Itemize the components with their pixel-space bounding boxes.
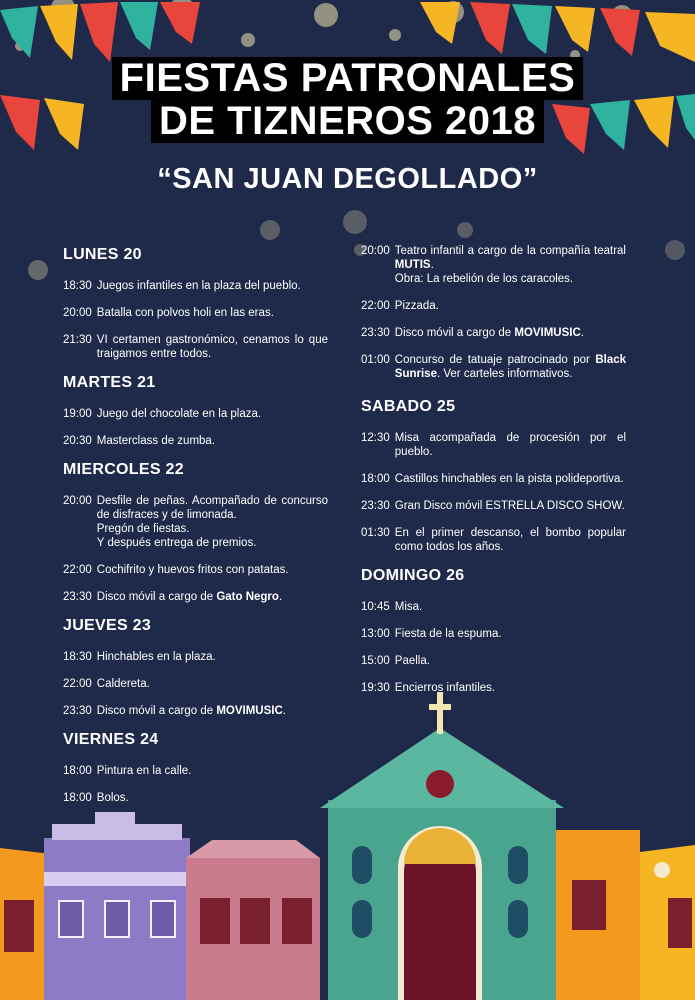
day-heading: MIERCOLES 22 [63, 461, 184, 478]
schedule-event [361, 654, 626, 668]
day-heading: MARTES 21 [63, 374, 156, 391]
event-time: 18:30 [63, 651, 92, 663]
event-highlight: Gato Negro [216, 591, 279, 603]
schedule-event [63, 434, 328, 448]
schedule-event [63, 677, 328, 691]
schedule-event [63, 791, 328, 805]
event-time: 19:30 [361, 682, 390, 694]
event-description: Teatro infantil a cargo de la compañía teatral MUTIS. Obra: La rebelión de los caracoles. [394, 245, 626, 285]
schedule-event [361, 627, 626, 641]
event-description: Castillos hinchables en la pista polideportiva. [394, 473, 624, 485]
event-description: Gran Disco móvil ESTRELLA DISCO SHOW. [394, 500, 625, 512]
event-description: En el primer descanso, el bombo popular como todos los años. [394, 527, 626, 553]
event-description: Hinchables en la plaza. [96, 651, 216, 663]
schedule-event [361, 299, 626, 313]
event-description: Juego del chocolate en la plaza. [96, 408, 262, 420]
event-description: Fiesta de la espuma. [394, 628, 502, 640]
event-highlight: MUTIS [394, 259, 431, 271]
event-time: 23:30 [63, 705, 92, 717]
event-description: VI certamen gastronómico, cenamos lo que traigamos entre todos. [96, 334, 328, 360]
schedule-event [361, 472, 626, 486]
event-description: Bolos. [96, 792, 129, 804]
schedule-event [63, 764, 328, 778]
schedule-event [361, 244, 626, 286]
schedule-event [63, 333, 328, 361]
schedule-event [63, 279, 328, 293]
day-heading: LUNES 20 [63, 246, 142, 263]
event-time: 23:30 [361, 500, 390, 512]
day-heading: SABADO 25 [361, 398, 456, 415]
schedule-event [361, 326, 626, 340]
event-highlight: MOVIMUSIC [514, 327, 581, 339]
event-description: Concurso de tatuaje patrocinado por Black Sunrise. Ver carteles informativos. [394, 354, 626, 380]
schedule-event [63, 494, 328, 550]
event-time: 13:00 [361, 628, 390, 640]
day-heading: JUEVES 23 [63, 617, 152, 634]
day-heading: DOMINGO 26 [361, 567, 465, 584]
schedule-event [361, 681, 626, 695]
event-description: Disco móvil a cargo de MOVIMUSIC. [394, 327, 584, 339]
poster-title [0, 57, 695, 143]
schedule-event [63, 704, 328, 718]
event-time: 23:30 [63, 591, 92, 603]
event-description: Pintura en la calle. [96, 765, 192, 777]
event-time: 22:00 [361, 300, 390, 312]
event-time: 19:00 [63, 408, 92, 420]
schedule-event [63, 650, 328, 664]
event-time: 20:00 [361, 245, 390, 257]
day-heading: VIERNES 24 [63, 731, 159, 748]
schedule-event [63, 563, 328, 577]
schedule-event [63, 407, 328, 421]
event-time: 15:00 [361, 655, 390, 667]
title-line-1: FIESTAS PATRONALES [112, 57, 584, 100]
event-description: Batalla con polvos holi en las eras. [96, 307, 274, 319]
event-time: 18:00 [63, 792, 92, 804]
event-time: 12:30 [361, 432, 390, 444]
schedule-event [63, 306, 328, 320]
schedule-event [361, 600, 626, 614]
schedule-left-column [63, 246, 328, 818]
schedule-event [361, 499, 626, 513]
event-time: 20:00 [63, 495, 92, 507]
poster-subtitle: “SAN JUAN DEGOLLADO” [157, 163, 538, 195]
event-time: 18:00 [361, 473, 390, 485]
event-description: Caldereta. [96, 678, 150, 690]
event-description: Cochifrito y huevos fritos con patatas. [96, 564, 289, 576]
event-time: 10:45 [361, 601, 390, 613]
schedule-event [361, 526, 626, 554]
schedule-event [63, 590, 328, 604]
event-time: 20:30 [63, 435, 92, 447]
event-description: Masterclass de zumba. [96, 435, 216, 447]
event-description: Disco móvil a cargo de Gato Negro. [96, 591, 283, 603]
event-highlight: Black Sunrise [394, 354, 626, 380]
event-time: 22:00 [63, 564, 92, 576]
event-description: Misa. [394, 601, 423, 613]
event-time: 22:00 [63, 678, 92, 690]
event-extra-line: Pregón de fiestas. [96, 523, 190, 535]
event-extra-line: Obra: La rebelión de los caracoles. [394, 273, 574, 285]
event-time: 18:00 [63, 765, 92, 777]
event-time: 18:30 [63, 280, 92, 292]
event-time: 01:00 [361, 354, 390, 366]
schedule-event [361, 431, 626, 459]
schedule-event [361, 353, 626, 381]
event-description: Misa acompañada de procesión por el pueblo. [394, 432, 626, 458]
event-description: Desfile de peñas. Acompañado de concurso de disfraces y de limonada. Pregón de fiestas. Y después entrega de premios. [96, 495, 328, 549]
event-highlight: MOVIMUSIC [216, 705, 283, 717]
title-line-2: DE TIZNEROS 2018 [151, 100, 544, 143]
event-description: Juegos infantiles en la plaza del pueblo. [96, 280, 301, 292]
event-time: 23:30 [361, 327, 390, 339]
event-time: 20:00 [63, 307, 92, 319]
event-description: Disco móvil a cargo de MOVIMUSIC. [96, 705, 286, 717]
event-description: Paella. [394, 655, 430, 667]
event-description: Encierros infantiles. [394, 682, 496, 694]
event-time: 21:30 [63, 334, 92, 346]
event-extra-line: Y después entrega de premios. [96, 537, 257, 549]
event-time: 01:30 [361, 527, 390, 539]
schedule-right-column [361, 244, 626, 708]
event-description: Pizzada. [394, 300, 439, 312]
